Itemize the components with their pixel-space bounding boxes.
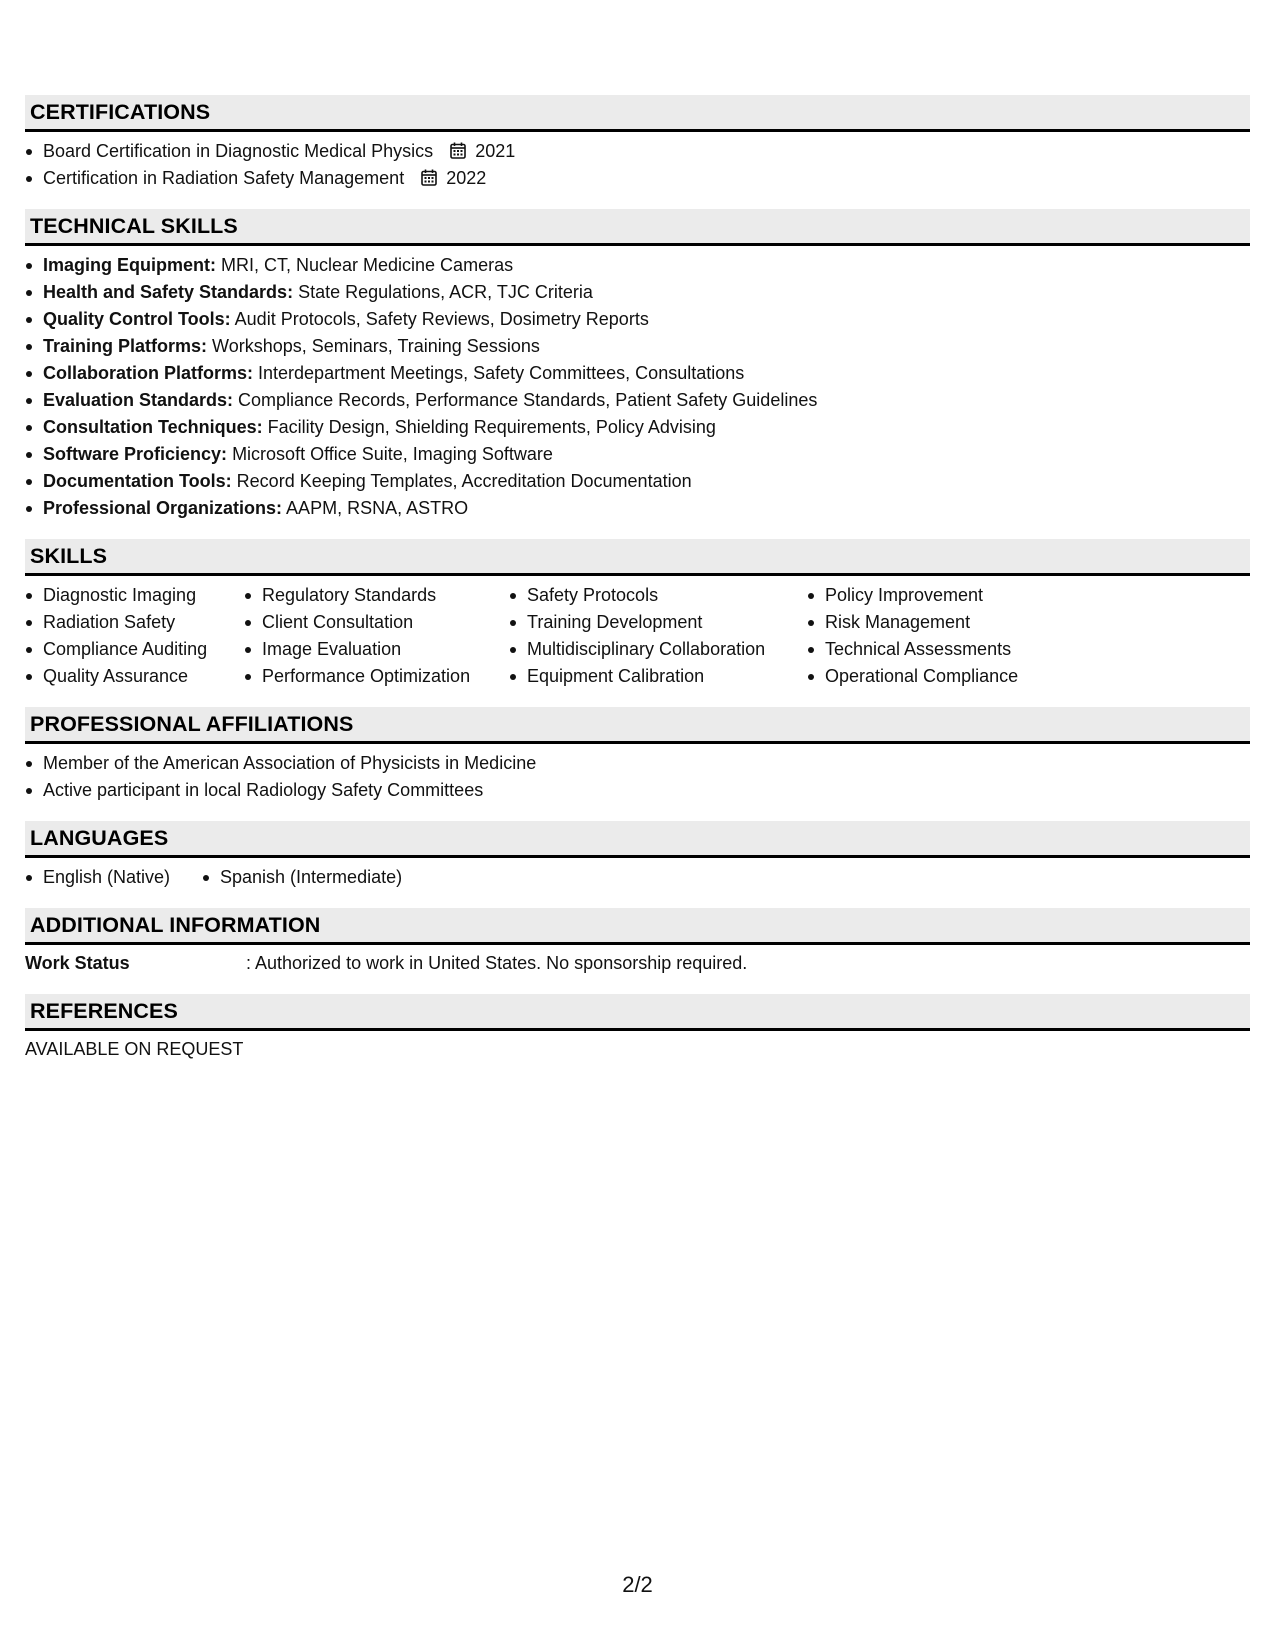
- technical-skill-value: State Regulations, ACR, TJC Criteria: [293, 282, 593, 302]
- skill-name: Performance Optimization: [262, 666, 471, 686]
- bullet-icon: [26, 398, 32, 404]
- info-row: [25, 950, 1250, 977]
- references-text: AVAILABLE ON REQUEST: [25, 1039, 244, 1059]
- skill-name: Risk Management: [825, 612, 971, 632]
- bullet-icon: [245, 674, 251, 680]
- skill-name: Compliance Auditing: [43, 639, 208, 659]
- affiliations-heading: PROFESSIONAL AFFILIATIONS: [25, 707, 1250, 744]
- technical-skill-value: Compliance Records, Performance Standards, Patient Safety Guidelines: [233, 390, 818, 410]
- technical-skill-label: Evaluation Standards:: [43, 390, 234, 410]
- references-heading: REFERENCES: [25, 994, 1250, 1031]
- affiliation-item: [25, 750, 1250, 777]
- references-section: [25, 994, 1250, 1063]
- technical-skill-item: [25, 441, 1250, 468]
- technical-skill-label: Health and Safety Standards:: [43, 282, 294, 302]
- technical-skill-value: Interdepartment Meetings, Safety Committees, Consultations: [253, 363, 745, 383]
- languages-section: [25, 821, 1250, 891]
- skill-item: [807, 582, 1067, 609]
- technical-skill-label: Collaboration Platforms:: [43, 363, 254, 383]
- language-item: [25, 864, 202, 891]
- language-text: English (Native): [43, 867, 171, 887]
- bullet-icon: [808, 620, 814, 626]
- skills-grid: [25, 582, 1250, 690]
- technical-skill-label: Software Proficiency:: [43, 444, 228, 464]
- skill-item: [25, 636, 244, 663]
- technical-skill-item: [25, 495, 1250, 522]
- work-status-label: Work Status: [25, 953, 130, 973]
- bullet-icon: [203, 875, 209, 881]
- certification-item: [25, 138, 1250, 165]
- technical-skill-item: [25, 333, 1250, 360]
- bullet-icon: [510, 647, 516, 653]
- technical-skill-item: [25, 468, 1250, 495]
- certification-name: Board Certification in Diagnostic Medical Physics: [43, 141, 434, 161]
- bullet-icon: [26, 290, 32, 296]
- skill-item: [509, 636, 807, 663]
- technical-skill-item: [25, 360, 1250, 387]
- technical-skill-value: Record Keeping Templates, Accreditation Documentation: [231, 471, 692, 491]
- bullet-icon: [808, 647, 814, 653]
- certification-name: Certification in Radiation Safety Management: [43, 168, 405, 188]
- skills-column: [509, 582, 807, 690]
- languages-heading: LANGUAGES: [25, 821, 1250, 858]
- technical-skill-label: Consultation Techniques:: [43, 417, 263, 437]
- bullet-icon: [26, 176, 32, 182]
- technical-skill-item: [25, 279, 1250, 306]
- affiliation-text: Member of the American Association of Physicists in Medicine: [43, 753, 537, 773]
- skill-name: Diagnostic Imaging: [43, 585, 197, 605]
- skill-item: [244, 663, 509, 690]
- bullet-icon: [510, 593, 516, 599]
- technical-skills-heading: TECHNICAL SKILLS: [25, 209, 1250, 246]
- skill-item: [807, 663, 1067, 690]
- bullet-icon: [510, 620, 516, 626]
- bullet-icon: [26, 761, 32, 767]
- certifications-section: [25, 95, 1250, 192]
- bullet-icon: [26, 479, 32, 485]
- technical-skill-value: Audit Protocols, Safety Reviews, Dosimetry Reports: [230, 309, 649, 329]
- technical-skills-section: [25, 209, 1250, 522]
- skill-item: [509, 609, 807, 636]
- additional-info-heading: ADDITIONAL INFORMATION: [25, 908, 1250, 945]
- bullet-icon: [26, 344, 32, 350]
- languages-list: [25, 864, 1250, 891]
- bullet-icon: [26, 317, 32, 323]
- bullet-icon: [26, 620, 32, 626]
- technical-skill-item: [25, 252, 1250, 279]
- skill-name: Technical Assessments: [825, 639, 1012, 659]
- bullet-icon: [26, 149, 32, 155]
- skill-name: Training Development: [527, 612, 703, 632]
- skills-section: [25, 539, 1250, 690]
- technical-skill-value: Facility Design, Shielding Requirements, Policy Advising: [262, 417, 716, 437]
- bullet-icon: [26, 425, 32, 431]
- bullet-icon: [26, 875, 32, 881]
- skill-name: Image Evaluation: [262, 639, 402, 659]
- technical-skill-label: Imaging Equipment:: [43, 255, 216, 275]
- skills-column: [807, 582, 1067, 690]
- bullet-icon: [245, 620, 251, 626]
- skill-item: [25, 582, 244, 609]
- work-status-value: : Authorized to work in United States. No sponsorship required.: [246, 953, 748, 973]
- skill-name: Client Consultation: [262, 612, 414, 632]
- technical-skill-item: [25, 387, 1250, 414]
- bullet-icon: [26, 452, 32, 458]
- skill-item: [244, 582, 509, 609]
- language-item: [202, 864, 402, 891]
- page-number: 2/2: [622, 1572, 653, 1597]
- bullet-icon: [245, 647, 251, 653]
- technical-skill-item: [25, 306, 1250, 333]
- bullet-icon: [26, 506, 32, 512]
- language-text: Spanish (Intermediate): [220, 867, 403, 887]
- affiliation-item: [25, 777, 1250, 804]
- bullet-icon: [245, 593, 251, 599]
- skill-item: [509, 582, 807, 609]
- technical-skill-label: Quality Control Tools:: [43, 309, 231, 329]
- bullet-icon: [808, 593, 814, 599]
- bullet-icon: [510, 674, 516, 680]
- bullet-icon: [26, 647, 32, 653]
- technical-skill-item: [25, 414, 1250, 441]
- technical-skill-value: Workshops, Seminars, Training Sessions: [207, 336, 540, 356]
- technical-skills-list: [25, 252, 1250, 522]
- affiliations-list: [25, 750, 1250, 804]
- additional-info-section: [25, 908, 1250, 977]
- technical-skill-value: MRI, CT, Nuclear Medicine Cameras: [216, 255, 514, 275]
- skill-name: Policy Improvement: [825, 585, 984, 605]
- certifications-heading: CERTIFICATIONS: [25, 95, 1250, 132]
- technical-skill-value: Microsoft Office Suite, Imaging Software: [227, 444, 553, 464]
- skill-name: Regulatory Standards: [262, 585, 437, 605]
- skill-item: [25, 609, 244, 636]
- bullet-icon: [26, 593, 32, 599]
- technical-skill-value: AAPM, RSNA, ASTRO: [282, 498, 469, 518]
- technical-skill-label: Professional Organizations:: [43, 498, 283, 518]
- affiliation-text: Active participant in local Radiology Safety Committees: [43, 780, 484, 800]
- bullet-icon: [808, 674, 814, 680]
- skill-name: Quality Assurance: [43, 666, 189, 686]
- bullet-icon: [26, 674, 32, 680]
- bullet-icon: [26, 788, 32, 794]
- skill-name: Safety Protocols: [527, 585, 659, 605]
- calendar-icon: [450, 142, 466, 159]
- skill-item: [509, 663, 807, 690]
- bullet-icon: [26, 371, 32, 377]
- skill-name: Multidisciplinary Collaboration: [527, 639, 766, 659]
- certification-item: [25, 165, 1250, 192]
- skills-column: [244, 582, 509, 690]
- technical-skill-label: Training Platforms:: [43, 336, 208, 356]
- skill-name: Equipment Calibration: [527, 666, 705, 686]
- skill-item: [244, 636, 509, 663]
- certification-year: 2022: [446, 168, 487, 188]
- calendar-icon: [421, 169, 437, 186]
- skills-heading: SKILLS: [25, 539, 1250, 576]
- resume-page: [25, 95, 1250, 1080]
- skill-name: Operational Compliance: [825, 666, 1019, 686]
- certifications-list: [25, 138, 1250, 192]
- affiliations-section: [25, 707, 1250, 804]
- skills-column: [25, 582, 244, 690]
- bullet-icon: [26, 263, 32, 269]
- skill-item: [807, 609, 1067, 636]
- technical-skill-label: Documentation Tools:: [43, 471, 232, 491]
- skill-name: Radiation Safety: [43, 612, 176, 632]
- skill-item: [25, 663, 244, 690]
- skill-item: [244, 609, 509, 636]
- skill-item: [807, 636, 1067, 663]
- certification-year: 2021: [475, 141, 516, 161]
